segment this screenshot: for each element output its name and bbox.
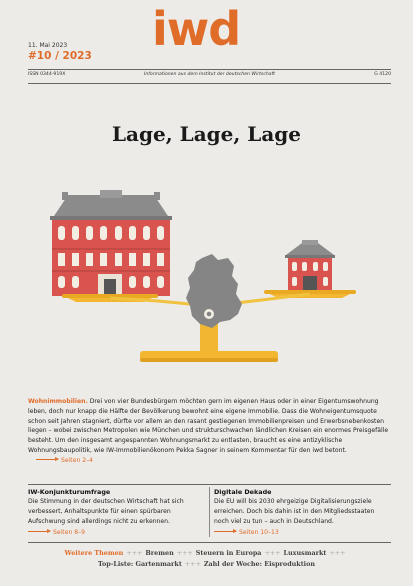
teaser-page-link[interactable]	[28, 528, 200, 538]
teaser-title: IW-Konjunkturumfrage	[28, 488, 111, 496]
intro-article	[28, 397, 390, 466]
masthead-rule	[28, 69, 391, 70]
section-rule	[28, 484, 391, 485]
small-house-icon	[285, 240, 335, 290]
topic-item[interactable]: Luxusmarkt	[283, 549, 327, 557]
intro-page-link[interactable]	[28, 457, 93, 464]
further-topics	[0, 548, 413, 570]
issn-number: ISSN 0344-919X	[28, 72, 66, 77]
topic-separator: +++	[126, 549, 143, 557]
meta-rule	[28, 83, 391, 84]
issue-date: 11. Mai 2023	[28, 42, 68, 49]
topic-separator: +++	[184, 560, 201, 568]
topic-item[interactable]: Top-Liste: Gartenmarkt	[97, 560, 182, 568]
large-house-icon	[50, 190, 172, 296]
germany-map-icon	[186, 254, 242, 328]
teaser-body: Die EU will bis 2030 ehrgeizige Digitalisierungsziele erreichen. Doch bis dahin ist in den Mitgliedsstaaten noch viel zu tun – auch in Deutschland.	[214, 498, 375, 525]
topic-item[interactable]: Zahl der Woche: Eisproduktion	[203, 560, 316, 568]
teaser-page-ref: Seiten 10–13	[239, 529, 279, 537]
teaser-page-ref: Seiten 8–9	[53, 529, 86, 537]
topic-item[interactable]: Bremen	[145, 549, 174, 557]
masthead-meta-row	[28, 72, 391, 82]
cover-headline: Lage, Lage, Lage	[111, 122, 302, 146]
topics-label: Weitere Themen	[64, 549, 124, 557]
postal-code: G 4120	[374, 72, 391, 77]
topic-item[interactable]: Steuern in Europa	[195, 549, 262, 557]
house-balance-illustration	[40, 188, 380, 388]
intro-page-ref: Seiten 2–4	[61, 456, 94, 464]
teaser-konjunktur	[28, 488, 200, 538]
footer-rule	[28, 542, 391, 543]
iwd-logo: iwd	[152, 2, 241, 56]
teaser-page-link[interactable]	[214, 528, 386, 538]
arrow-right-icon	[28, 531, 50, 532]
topic-separator: +++	[264, 549, 281, 557]
column-divider	[209, 487, 210, 537]
teaser-digitale-dekade	[214, 488, 386, 538]
arrow-right-icon	[36, 459, 58, 460]
issue-number: #10 / 2023	[28, 50, 92, 62]
teaser-body: Die Stimmung in der deutschen Wirtschaft hat sich verbessert, Anhaltspunkte für einen spürbaren Aufschwung sind allerdings nicht zu erkennen.	[28, 498, 184, 525]
location-pin-icon	[204, 309, 214, 319]
teaser-title: Digitale Dekade	[214, 488, 272, 496]
arrow-right-icon	[214, 531, 236, 532]
intro-body: Drei von vier Bundesbürgern möchten gern im eigenen Haus oder in einer Eigentumswohnung leben, doch nur knapp die Hälfte der Bevölkerung bewohnt eine eigene Immobilie. Dass die Wohneigentumsquote schon seit Jahren stagniert, dürfte vor allem an den rasant gestiegenen Immobilienpreisen und Erwerbsnebenkosten liegen – wobei zwischen Metropolen wie München und strukturschwachen ländlichen Kreisen ein enormes Preisgefälle besteht. Um den insgesamt angespannten Wohnungsmarkt zu entlasten, braucht es eine antizyklische Wohnungsbaupolitik, wie IW-Immobilienökonom Pekka Sagner in seinem Kommentar für den iwd betont.	[28, 398, 389, 454]
topic-separator: +++	[176, 549, 193, 557]
topics-line-1	[0, 548, 413, 559]
topic-separator: +++	[329, 549, 346, 557]
topics-line-2	[0, 559, 413, 570]
intro-lead-in: Wohnimmobilien.	[28, 398, 88, 405]
publication-tagline: Informationen aus dem Institut der deutschen Wirtschaft	[144, 72, 275, 77]
